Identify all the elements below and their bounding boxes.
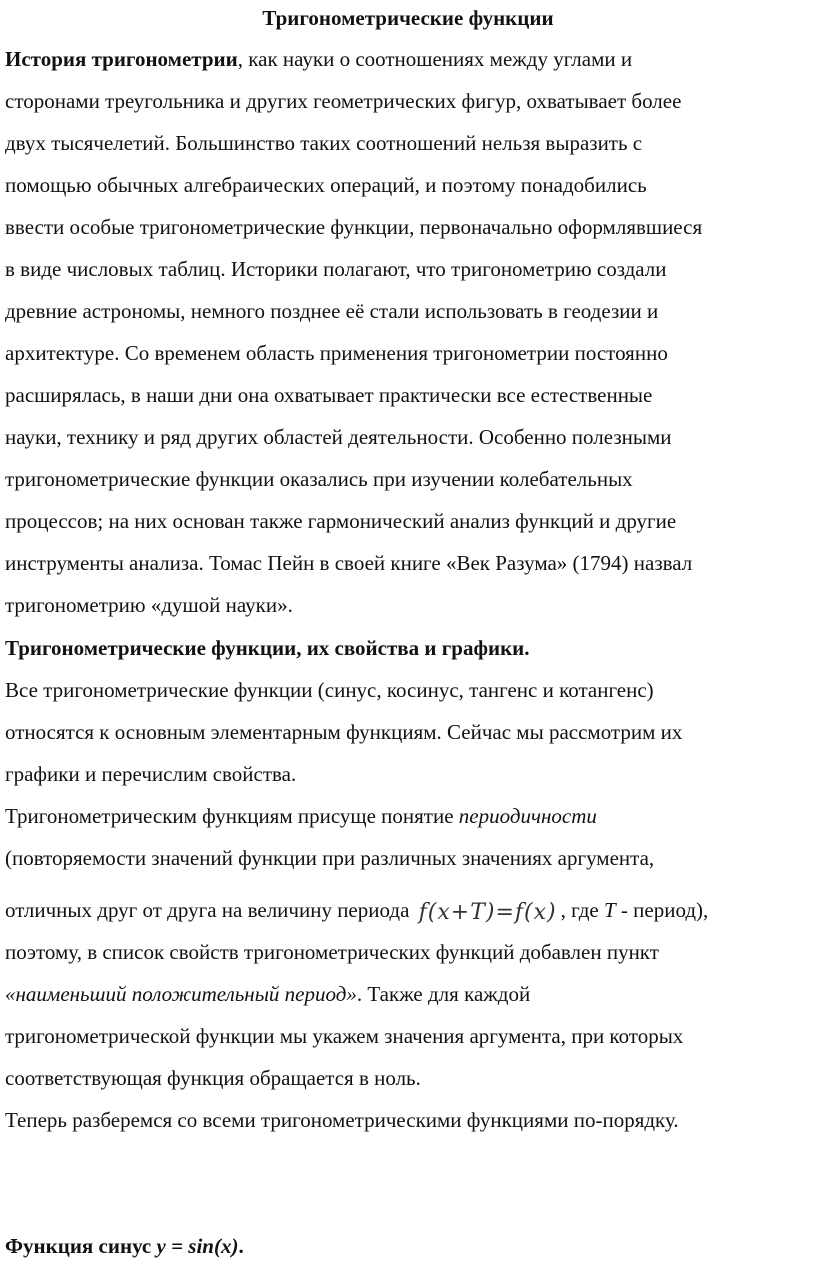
periodicity-line-1: Тригонометрическим функциям присуще понятие периодичности <box>5 804 597 828</box>
history-line-14: тригонометрию «душой науки». <box>5 593 293 617</box>
intro-line-3: графики и перечислим свойства. <box>5 762 297 786</box>
sine-heading: Функция синус y = sin(x). <box>5 1234 244 1258</box>
sine-formula: y = sin(x) <box>156 1234 239 1258</box>
properties-heading: Тригонометрические функции, их свойства и графики. <box>5 636 530 660</box>
periodicity-line-2: (повторяемости значений функции при различных значениях аргумента, <box>5 846 655 870</box>
history-line-4: помощью обычных алгебраических операций, и поэтому понадобились <box>5 173 647 197</box>
periodicity-line-7: соответствующая функция обращается в ноль. <box>5 1066 421 1090</box>
history-line-8: архитектуре. Со временем область применения тригонометрии постоянно <box>5 341 668 365</box>
period-formula: f(x+T)=f(x) <box>418 900 557 925</box>
history-line-10: науки, технику и ряд других областей деятельности. Особенно полезными <box>5 425 672 449</box>
smallest-period-term: «наименьший положительный период» <box>5 982 357 1006</box>
order-line: Теперь разберемся со всеми тригонометрическими функциями по-порядку. <box>5 1108 679 1132</box>
periodicity-line-5: «наименьший положительный период». Также для каждой <box>5 982 531 1006</box>
periodicity-term: периодичности <box>458 804 597 828</box>
period-variable: T <box>603 898 616 922</box>
history-line-3: двух тысячелетий. Большинство таких соотношений нельзя выразить с <box>5 131 643 155</box>
history-heading: История тригонометрии <box>5 47 238 71</box>
periodicity-line-3: отличных друг от друга на величину периода f(x+T)=f(x) , где T - период), <box>5 898 709 925</box>
intro-line-2: относятся к основным элементарным функциям. Сейчас мы рассмотрим их <box>5 720 683 744</box>
periodicity-line-4: поэтому, в список свойств тригонометрических функций добавлен пункт <box>5 940 659 964</box>
history-line-9: расширялась, в наши дни она охватывает практически все естественные <box>5 383 653 407</box>
intro-line-1: Все тригонометрические функции (синус, косинус, тангенс и котангенс) <box>5 678 654 702</box>
history-line-11: тригонометрические функции оказались при изучении колебательных <box>5 467 633 491</box>
periodicity-line-6: тригонометрической функции мы укажем значения аргумента, при которых <box>5 1024 684 1048</box>
history-line-7: древние астрономы, немного позднее её стали использовать в геодезии и <box>5 299 659 323</box>
history-line-1: История тригонометрии, как науки о соотношениях между углами и <box>5 47 633 71</box>
history-line-12: процессов; на них основан также гармонический анализ функций и другие <box>5 509 677 533</box>
history-line-13: инструменты анализа. Томас Пейн в своей книге «Век Разума» (1794) назвал <box>5 551 693 575</box>
history-line-2: сторонами треугольника и других геометрических фигур, охватывает более <box>5 89 682 113</box>
history-line-5: ввести особые тригонометрические функции, первоначально оформлявшиеся <box>5 215 703 239</box>
history-line-6: в виде числовых таблиц. Историки полагают, что тригонометрию создали <box>5 257 667 281</box>
page-title: Тригонометрические функции <box>262 6 554 30</box>
